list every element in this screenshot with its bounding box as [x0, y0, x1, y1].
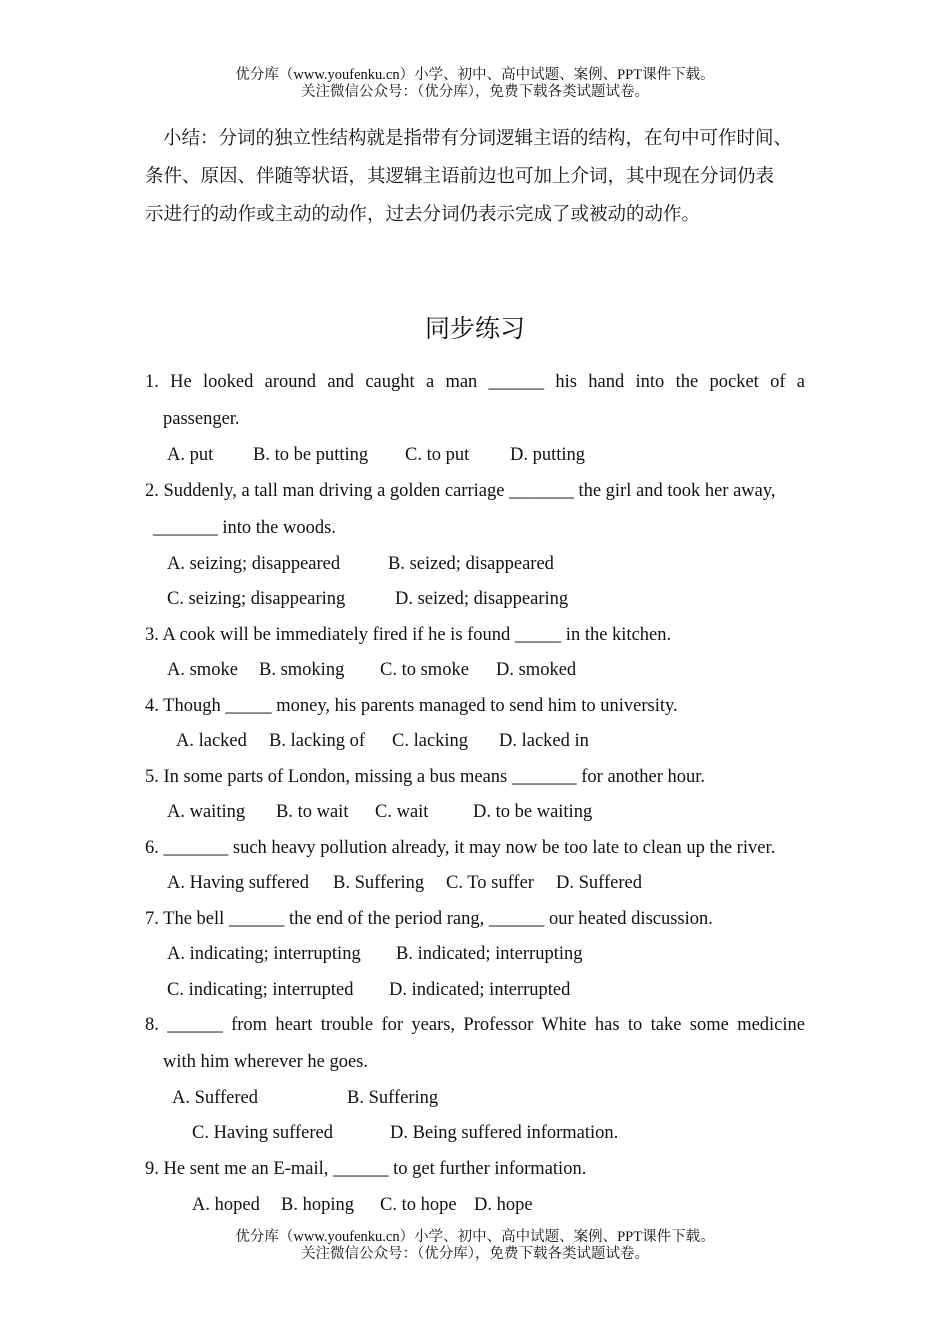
option-b[interactable]: B. to be putting [253, 445, 369, 465]
option-a[interactable]: A. waiting [167, 802, 246, 822]
question-text: 1. He looked around and caught a man ______ his hand into the pocket of a [145, 372, 805, 392]
option-c[interactable]: C. to smoke [380, 660, 469, 680]
question-text: 7. The bell ______ the end of the period rang, ______ our heated discussion. [145, 909, 713, 929]
option-c[interactable]: C. to hope [380, 1195, 457, 1215]
page-footer [0, 1229, 950, 1263]
option-d[interactable]: D. putting [510, 445, 586, 465]
question-text: 6. _______ such heavy pollution already, it may now be too late to clean up the river. [145, 838, 776, 858]
question-text: 5. In some parts of London, missing a bus means _______ for another hour. [145, 767, 706, 787]
options-row [176, 729, 589, 753]
summary-line: 条件、原因、伴随等状语，其逻辑主语前边也可加上介词，其中现在分词仍表 [145, 167, 775, 187]
summary-line: 小结：分词的独立性结构就是指带有分词逻辑主语的结构，在句中可作时间、 [163, 129, 793, 149]
option-c[interactable]: C. to put [405, 445, 470, 465]
question-text: 9. He sent me an E-mail, ______ to get further information. [145, 1159, 587, 1179]
summary-paragraph [145, 120, 825, 234]
option-b[interactable]: B. seized; disappeared [388, 554, 554, 574]
option-a[interactable]: A. indicating; interrupting [167, 944, 361, 964]
option-a[interactable]: A. lacked [176, 731, 247, 751]
option-d[interactable]: D. indicated; interrupted [389, 980, 571, 1000]
page-header [0, 67, 950, 101]
option-b[interactable]: B. indicated; interrupting [396, 944, 583, 964]
option-a[interactable]: A. seizing; disappeared [167, 554, 341, 574]
option-d[interactable]: D. smoked [496, 660, 577, 680]
question-text-cont: with him wherever he goes. [163, 1052, 368, 1072]
options-row [167, 443, 585, 467]
option-c[interactable]: C. To suffer [446, 873, 534, 893]
option-b[interactable]: B. to wait [276, 802, 349, 822]
option-a[interactable]: A. smoke [167, 660, 238, 680]
option-d[interactable]: D. seized; disappearing [395, 589, 569, 609]
options-row [167, 552, 554, 576]
option-b[interactable]: B. Suffering [347, 1088, 439, 1108]
option-c[interactable]: C. indicating; interrupted [167, 980, 354, 1000]
option-b[interactable]: B. Suffering [333, 873, 425, 893]
option-c[interactable]: C. wait [375, 802, 429, 822]
footer-line-2: 关注微信公众号：（优分库），免费下载各类试题试卷。 [301, 1246, 649, 1262]
options-row [167, 587, 568, 611]
question-text: 4. Though _____ money, his parents managed to send him to university. [145, 696, 678, 716]
options-row [172, 1086, 438, 1110]
option-d[interactable]: D. lacked in [499, 731, 589, 751]
question-text: 8. ______ from heart trouble for years, Professor White has to take some medicine [145, 1015, 805, 1035]
header-line-2: 关注微信公众号：（优分库），免费下载各类试题试卷。 [301, 84, 649, 100]
footer-line-1: 优分库（www.youfenku.cn）小学、初中、高中试题、案例、PPT课件下载。 [235, 1229, 715, 1245]
question-text: 3. A cook will be immediately fired if he is found _____ in the kitchen. [145, 625, 672, 645]
options-row [167, 978, 570, 1002]
options-row [167, 871, 642, 895]
options-row [167, 942, 583, 966]
option-a[interactable]: A. Having suffered [167, 873, 309, 893]
option-a[interactable]: A. Suffered [172, 1088, 258, 1108]
question-text-cont: _______ into the woods. [153, 518, 336, 538]
option-d[interactable]: D. to be waiting [473, 802, 593, 822]
option-b[interactable]: B. smoking [259, 660, 345, 680]
option-b[interactable]: B. lacking of [269, 731, 366, 751]
options-row [192, 1193, 533, 1217]
option-d[interactable]: D. hope [474, 1195, 533, 1215]
option-c[interactable]: C. seizing; disappearing [167, 589, 346, 609]
section-title: 同步练习 [424, 316, 525, 343]
option-d[interactable]: D. Being suffered information. [390, 1123, 619, 1143]
option-b[interactable]: B. hoping [281, 1195, 354, 1215]
option-c[interactable]: C. lacking [392, 731, 469, 751]
option-c[interactable]: C. Having suffered [192, 1123, 333, 1143]
option-a[interactable]: A. hoped [192, 1195, 260, 1215]
question-text-cont: passenger. [163, 409, 240, 429]
options-row [167, 800, 592, 824]
options-row [167, 658, 576, 682]
summary-line: 示进行的动作或主动的动作，过去分词仍表示完成了或被动的动作。 [145, 205, 701, 225]
question-text: 2. Suddenly, a tall man driving a golden carriage _______ the girl and took her away, [145, 481, 776, 501]
option-d[interactable]: D. Suffered [556, 873, 642, 893]
options-row [192, 1121, 618, 1145]
option-a[interactable]: A. put [167, 445, 214, 465]
header-line-1: 优分库（www.youfenku.cn）小学、初中、高中试题、案例、PPT课件下载。 [235, 67, 715, 83]
